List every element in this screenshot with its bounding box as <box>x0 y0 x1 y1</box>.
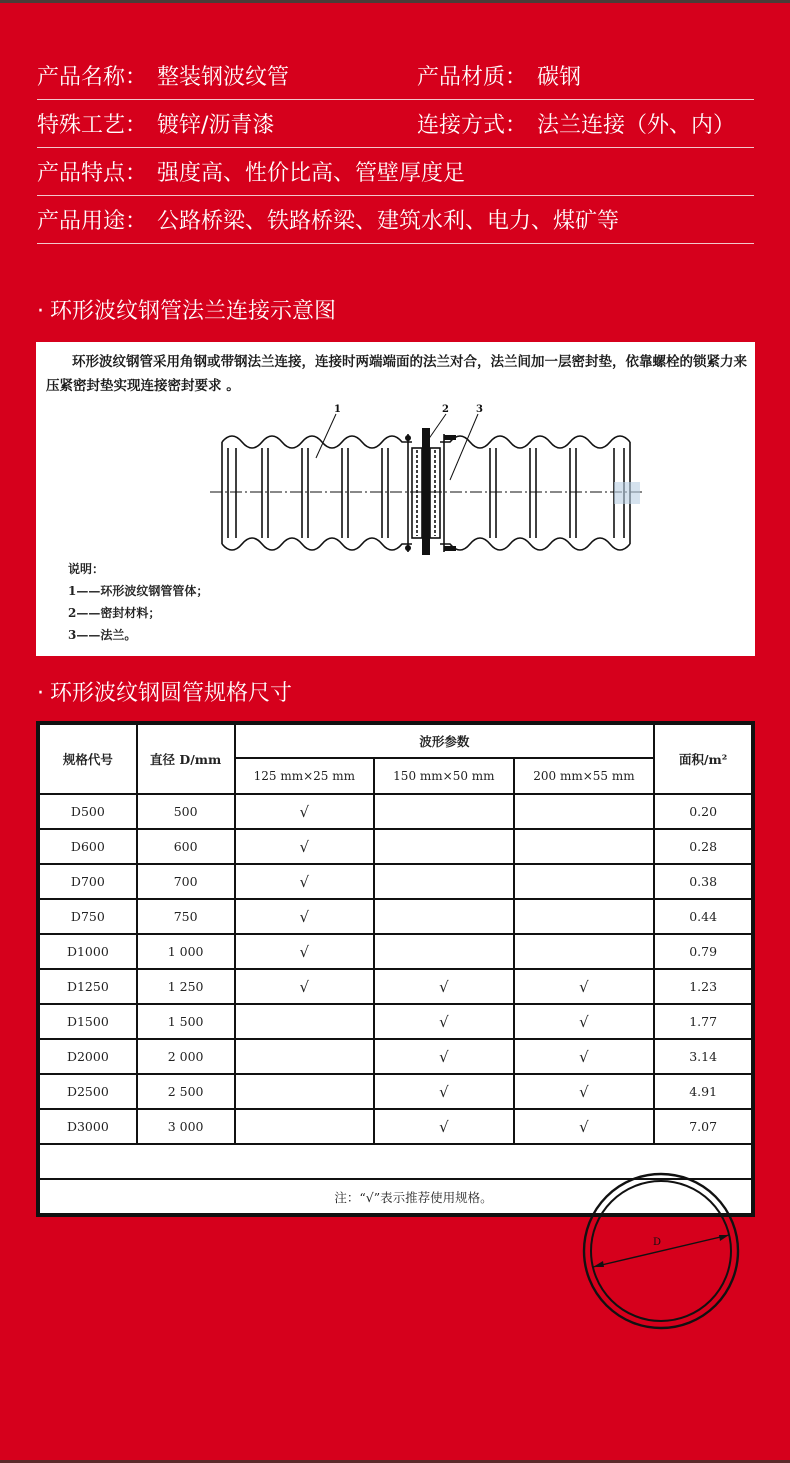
spec-label: 特殊工艺： <box>37 113 148 138</box>
cell-code: D1000 <box>39 934 137 969</box>
cell-area: 1.77 <box>654 1004 752 1039</box>
spec-label: 产品名称： <box>37 65 148 90</box>
table-row <box>39 864 752 899</box>
table-row <box>39 1109 752 1144</box>
cell-code: D2500 <box>39 1074 137 1109</box>
section-title-text: 环形波纹钢圆管规格尺寸 <box>50 681 293 706</box>
spec-label: 产品特点： <box>37 161 148 186</box>
bullet-dot: · <box>37 681 44 706</box>
spec-row-name-material <box>37 52 754 100</box>
spec-value: 强度高、性价比高、管壁厚度足 <box>157 161 466 186</box>
callout-3: 3 <box>476 404 483 415</box>
table-row <box>39 794 752 829</box>
section-title-dimensions <box>37 676 292 707</box>
cell-diameter: 1 500 <box>137 1004 235 1039</box>
cell-diameter: 600 <box>137 829 235 864</box>
cell-code: D700 <box>39 864 137 899</box>
table-row <box>39 934 752 969</box>
cell-w200 <box>514 899 655 934</box>
legend-item: 1——环形波纹钢管管体； <box>68 584 209 598</box>
cell-w150: √ <box>374 1004 514 1039</box>
table-row <box>39 829 752 864</box>
cell-diameter: 1 000 <box>137 934 235 969</box>
cell-w150: √ <box>374 1074 514 1109</box>
cell-area: 0.20 <box>654 794 752 829</box>
cell-w125: √ <box>235 794 375 829</box>
spec-row-features <box>37 148 754 196</box>
cell-w200: √ <box>514 969 655 1004</box>
spec-product-name <box>37 60 417 91</box>
cell-w125: √ <box>235 829 375 864</box>
cell-w150 <box>374 934 514 969</box>
legend-item: 2——密封材料； <box>68 606 161 620</box>
cell-area: 0.38 <box>654 864 752 899</box>
header-wave-200x55: 200 mm×55 mm <box>514 758 655 794</box>
header-code: 规格代号 <box>39 724 137 794</box>
cell-area: 1.23 <box>654 969 752 1004</box>
product-specs <box>37 52 754 244</box>
watermark-badge <box>614 482 640 504</box>
cell-w125 <box>235 1004 375 1039</box>
spec-row-process-connection <box>37 100 754 148</box>
spec-label: 连接方式： <box>417 113 528 138</box>
cell-code: D750 <box>39 899 137 934</box>
cell-area: 0.79 <box>654 934 752 969</box>
section-title-text: 环形波纹钢管法兰连接示意图 <box>50 299 337 324</box>
cell-code: D500 <box>39 794 137 829</box>
cell-code: D3000 <box>39 1109 137 1144</box>
cell-w150 <box>374 899 514 934</box>
spec-label: 产品用途： <box>37 209 148 234</box>
cell-diameter: 2 500 <box>137 1074 235 1109</box>
legend-item: 3——法兰。 <box>68 628 137 642</box>
cell-code: D600 <box>39 829 137 864</box>
cell-w125: √ <box>235 864 375 899</box>
dimension-table <box>38 723 753 1248</box>
figure-row <box>39 1144 752 1179</box>
cell-code: D2000 <box>39 1039 137 1074</box>
spec-process <box>37 108 417 139</box>
header-wave-125x25: 125 mm×25 mm <box>235 758 375 794</box>
spec-value: 镀锌/沥青漆 <box>157 113 275 138</box>
cell-w200: √ <box>514 1074 655 1109</box>
section-title-flange-diagram <box>37 294 336 325</box>
header-diameter: 直径 D/mm <box>137 724 235 794</box>
top-image-edge <box>0 0 790 3</box>
cell-w125: √ <box>235 899 375 934</box>
spec-connection <box>417 108 735 139</box>
legend-title: 说明： <box>68 562 105 576</box>
spec-value: 公路桥梁、铁路桥梁、建筑水利、电力、煤矿等 <box>157 209 620 234</box>
cell-w125 <box>235 1109 375 1144</box>
cell-code: D1250 <box>39 969 137 1004</box>
header-wave-params: 波形参数 <box>235 724 655 758</box>
cell-w150 <box>374 864 514 899</box>
cell-w125: √ <box>235 969 375 1004</box>
cell-w125 <box>235 1039 375 1074</box>
diagram-description: 环形波纹钢管采用角钢或带钢法兰连接，连接时两端端面的法兰对合，法兰间加一层密封垫，依靠螺栓的锁紧力来压紧密封垫实现连接密封要求 。 <box>46 354 747 394</box>
cell-area: 0.28 <box>654 829 752 864</box>
cell-diameter: 1 250 <box>137 969 235 1004</box>
cell-w150 <box>374 794 514 829</box>
spec-label: 产品材质： <box>417 65 528 90</box>
pipe-cross-section-icon <box>581 1171 741 1331</box>
spec-value: 整装钢波纹管 <box>157 65 290 90</box>
corrugated-pipe-drawing <box>206 400 646 555</box>
spec-usage <box>37 204 619 235</box>
cell-diameter: 500 <box>137 794 235 829</box>
dimension-table-panel <box>36 721 755 1248</box>
cell-code: D1500 <box>39 1004 137 1039</box>
cell-w150 <box>374 829 514 864</box>
cell-w150: √ <box>374 1039 514 1074</box>
cell-w200: √ <box>514 1039 655 1074</box>
table-row <box>39 1074 752 1109</box>
spec-value: 法兰连接（外、内） <box>537 113 736 138</box>
cell-w200: √ <box>514 1004 655 1039</box>
callout-2: 2 <box>442 404 449 415</box>
cell-w200 <box>514 829 655 864</box>
cell-area: 7.07 <box>654 1109 752 1144</box>
header-wave-150x50: 150 mm×50 mm <box>374 758 514 794</box>
cell-w200 <box>514 934 655 969</box>
table-row <box>39 899 752 934</box>
diagram-legend <box>68 558 208 646</box>
cell-w125 <box>235 1074 375 1109</box>
cell-w125: √ <box>235 934 375 969</box>
bullet-dot: · <box>37 299 44 324</box>
cell-w150: √ <box>374 1109 514 1144</box>
cell-w200 <box>514 794 655 829</box>
spec-material <box>417 60 581 91</box>
cell-diameter: 2 000 <box>137 1039 235 1074</box>
cell-diameter: 700 <box>137 864 235 899</box>
callout-1: 1 <box>334 404 341 415</box>
spec-row-usage <box>37 196 754 244</box>
cell-w200: √ <box>514 1109 655 1144</box>
table-row <box>39 1039 752 1074</box>
spec-value: 碳钢 <box>537 65 582 90</box>
header-area: 面积/m² <box>654 724 752 794</box>
cell-area: 0.44 <box>654 899 752 934</box>
cell-diameter: 750 <box>137 899 235 934</box>
table-note: 注：“√”表示推荐使用规格。 <box>39 1179 752 1214</box>
cell-w150: √ <box>374 969 514 1004</box>
cell-diameter: 3 000 <box>137 1109 235 1144</box>
table-row <box>39 1004 752 1039</box>
spec-features <box>37 156 465 187</box>
diameter-label: D <box>653 1237 662 1248</box>
cell-area: 4.91 <box>654 1074 752 1109</box>
cell-w200 <box>514 864 655 899</box>
flange-connection-diagram <box>36 342 755 656</box>
cell-area: 3.14 <box>654 1039 752 1074</box>
table-row <box>39 969 752 1004</box>
